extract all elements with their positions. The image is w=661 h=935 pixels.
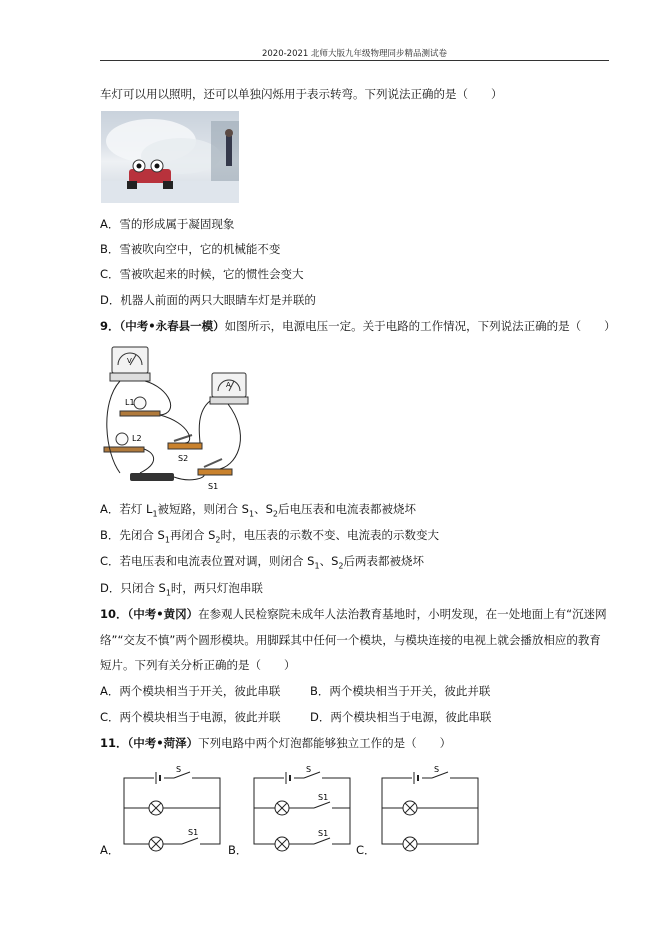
q11-option-c-label: C．: [356, 843, 376, 857]
voltmeter-label: V: [127, 357, 132, 365]
q11-diagram-c: [378, 766, 486, 856]
q8-option-a: A．雪的形成属于凝固现象: [100, 217, 235, 231]
switch-s1-label: S1: [318, 793, 329, 802]
q11-source: （中考•菏泽）: [127, 736, 199, 750]
snow-robot-photo: [101, 111, 239, 203]
q8-option-b: B．雪被吹向空中，它的机械能不变: [100, 242, 281, 256]
q11-option-b-label: B．: [228, 843, 248, 857]
q10-stem-line1: 10．（中考•黄冈）在参观人民检察院未成年人法治教育基地时，小明发现，在一处地面上有“沉迷网: [100, 607, 607, 621]
q11-stem-line: 11．（中考•菏泽）下列电路中两个灯泡都能够独立工作的是（ ）: [100, 736, 452, 750]
switch-s-label: S: [434, 766, 440, 774]
q10-option-b: B．两个模块相当于开关，彼此并联: [310, 684, 491, 698]
q11-option-a-label: A．: [100, 843, 120, 857]
q9-option-d: D．只闭合 $S_1$时，两只灯泡串联: [100, 581, 263, 598]
switch-s-label: S: [306, 766, 312, 774]
q8-option-c: C．雪被吹起来的时候，它的惯性会变大: [100, 267, 304, 281]
q8-stem: 车灯可以用以照明，还可以单独闪烁用于表示转弯。下列说法正确的是（ ）: [100, 87, 503, 101]
ammeter-label: A: [226, 381, 231, 389]
q9-circuit-figure: [100, 343, 250, 493]
switch-s1-label-lower: S1: [318, 829, 329, 838]
q9-option-c: C．若电压表和电流表位置对调，则闭合 $S_1$、$S_2$后两表都被烧坏: [100, 554, 424, 571]
s1-label: S1: [208, 482, 219, 491]
header-divider: [100, 60, 609, 61]
q11-number: 11．: [100, 736, 128, 750]
q10-stem-line2: 络”“交友不慎”两个圆形模块。用脚踩其中任何一个模块，与模块连接的电视上就会播放相应的教育: [100, 633, 601, 647]
switch-s-label: S: [176, 766, 182, 774]
l2-label: L2: [132, 434, 142, 443]
l1-label: L1: [125, 398, 135, 407]
q11-diagram-b: [250, 766, 358, 856]
q9-stem: 如图所示，电源电压一定。关于电路的工作情况，下列说法正确的是（ ）: [224, 319, 616, 333]
q9-option-b: B．先闭合 $S_1$再闭合 $S_2$时，电压表的示数不变、电流表的示数变大: [100, 528, 440, 545]
q10-number: 10．: [100, 607, 128, 621]
q9-option-a: A．若灯 $L_1$被短路，则闭合 $S_1$、$S_2$后电压表和电流表都被烧坏: [100, 502, 416, 519]
q10-stem-line3: 短片。下列有关分析正确的是（ ）: [100, 658, 296, 672]
switch-s1-label: S1: [188, 828, 199, 837]
s2-label: S2: [178, 454, 189, 463]
q9-stem-line: [100, 318, 616, 334]
page-header: 2020-2021 北师大版九年级物理同步精品测试卷: [261, 49, 448, 59]
q10-source: （中考•黄冈）: [127, 607, 199, 621]
q11-diagram-a: [120, 766, 228, 856]
q9-source: （中考•永春县一模）: [119, 319, 225, 333]
q10-option-c: C．两个模块相当于电源，彼此并联: [100, 710, 281, 724]
q10-option-a: A．两个模块相当于开关，彼此串联: [100, 684, 281, 698]
q9-number: 9．: [100, 319, 120, 333]
q10-option-d: D．两个模块相当于电源，彼此串联: [310, 710, 492, 724]
q8-option-d: D．机器人前面的两只大眼睛车灯是并联的: [100, 293, 316, 307]
